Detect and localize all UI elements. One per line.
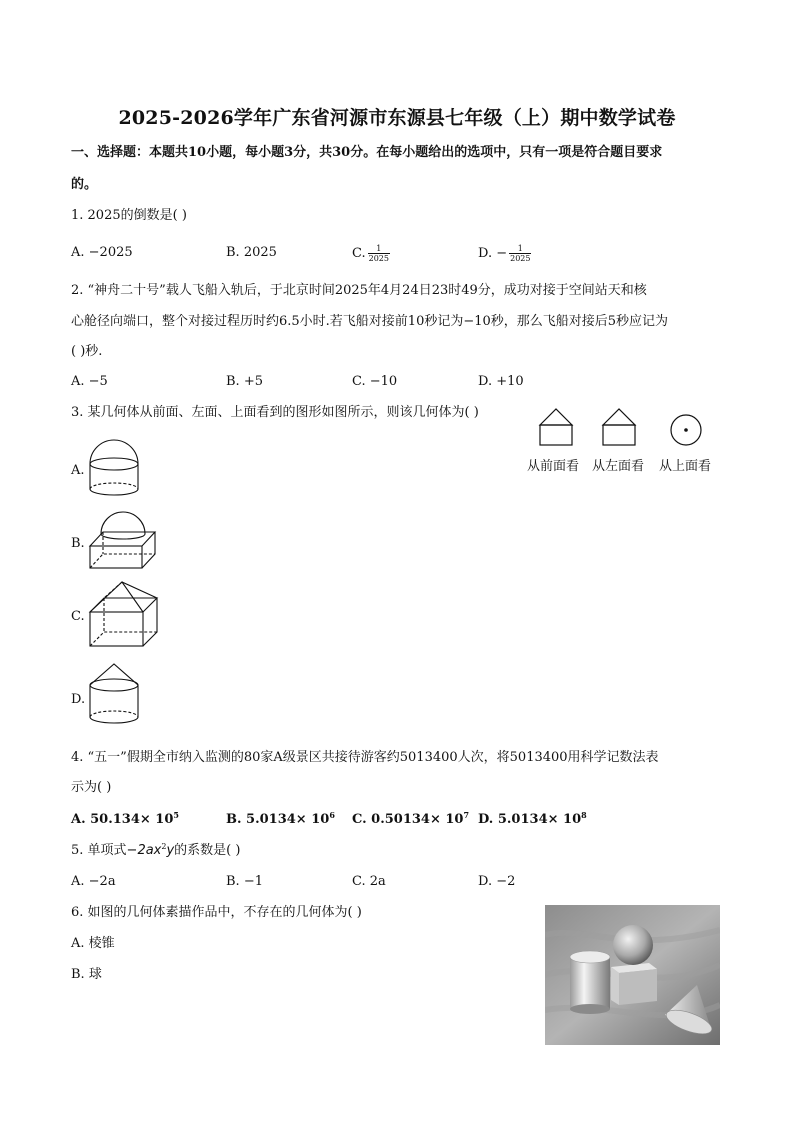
q2-option-c[interactable]: C. −10 <box>352 374 398 389</box>
q3-stem: 3. 某几何体从前面、左面、上面看到的图形如图所示，则该几何体为( ) <box>71 405 479 420</box>
q2-stem-line1: 2. “神舟二十号”载人飞船入轨后，于北京时间2025年4月24日23时49分，成功对接于空间站天和核 <box>71 283 647 298</box>
page-title: 2025-2026学年广东省河源市东源县七年级（上）期中数学试卷 <box>118 107 676 129</box>
q3-figure-c-prism-pyramid <box>87 578 163 652</box>
q3-option-a[interactable]: A. <box>71 463 85 478</box>
q1-option-c[interactable] <box>352 244 390 263</box>
fraction-denominator: 2025 <box>368 254 389 263</box>
q4-options <box>71 811 671 829</box>
q3-figure-a-cylinder-dome <box>87 437 147 499</box>
q5-stem-prefix: 5. 单项式 <box>71 843 127 858</box>
q3-figure-d-cylinder-cone <box>87 661 147 729</box>
q4-option-d-base: D. 5.0134× 10 <box>478 812 582 827</box>
fraction-numerator: 1 <box>368 244 390 254</box>
q5-exponent: 2 <box>161 842 167 851</box>
three-views-drawing <box>525 405 725 453</box>
q1-option-a[interactable]: A. −2025 <box>71 245 133 260</box>
q5-stem <box>71 842 240 860</box>
q3-option-c[interactable]: C. <box>71 609 85 624</box>
q1-option-c-letter: C. <box>352 246 366 261</box>
q1-option-c-fraction <box>368 244 390 263</box>
sketch-cylinder <box>570 951 610 1014</box>
q1-option-d[interactable] <box>478 244 531 263</box>
q4-option-c[interactable] <box>352 811 469 829</box>
q4-option-d-exponent: 8 <box>581 810 587 820</box>
q6-sketch-image <box>545 905 720 1045</box>
top-view-label: 从上面看 <box>659 459 712 474</box>
q4-option-b-base: B. 5.0134× 10 <box>226 812 330 827</box>
q5-stem-suffix: 的系数是( ) <box>174 843 241 858</box>
q6-stem: 6. 如图的几何体素描作品中，不存在的几何体为( ) <box>71 905 362 920</box>
q4-option-b-exponent: 6 <box>329 810 335 820</box>
sketch-cube <box>611 963 657 1005</box>
q2-option-b[interactable]: B. +5 <box>226 374 263 389</box>
q2-option-d[interactable]: D. +10 <box>478 374 524 389</box>
q5-option-a[interactable]: A. −2a <box>71 874 116 889</box>
q5-option-d[interactable]: D. −2 <box>478 874 516 889</box>
q1-option-d-fraction <box>509 244 531 263</box>
q3-option-d[interactable]: D. <box>71 692 86 707</box>
q2-stem-line2: 心舱径向端口，整个对接过程历时约6.5小时.若飞船对接前10秒记为−10秒，那么飞船对接后5秒应记为 <box>71 314 669 329</box>
front-view-shape <box>540 409 572 445</box>
q5-option-c[interactable]: C. 2a <box>352 874 386 889</box>
q2-stem-line3: ( )秒. <box>71 344 103 359</box>
q4-option-d[interactable] <box>478 811 587 829</box>
q2-option-a[interactable]: A. −5 <box>71 374 108 389</box>
q4-option-a-exponent: 5 <box>173 810 179 820</box>
q3-figure-b-box-hemisphere <box>87 508 161 572</box>
q4-option-c-exponent: 7 <box>463 810 470 820</box>
section-heading-cont: 的。 <box>71 177 98 192</box>
q4-option-a-base: A. 50.134× 10 <box>71 812 174 827</box>
q5-expression: −2ax <box>126 843 162 858</box>
q1-options <box>71 244 671 262</box>
q3-three-views <box>525 405 725 475</box>
q5-options <box>71 873 671 891</box>
left-view-shape <box>603 409 635 445</box>
q4-option-b[interactable] <box>226 811 335 829</box>
q1-stem: 1. 2025的倒数是( ) <box>71 208 187 223</box>
q4-option-a[interactable] <box>71 811 179 829</box>
fraction-numerator: 1 <box>509 244 531 254</box>
q6-option-b[interactable]: B. 球 <box>71 967 102 982</box>
top-view-center-dot <box>684 428 688 432</box>
section-heading: 一、选择题：本题共10小题，每小题3分，共30分。在每小题给出的选项中，只有一项是符合题目要求 <box>71 145 663 160</box>
q1-option-b[interactable]: B. 2025 <box>226 245 277 260</box>
q4-stem-line1: 4. “五一”假期全市纳入监测的80家A级景区共接待游客约5013400人次，将5013400用科学记数法表 <box>71 750 659 765</box>
q5-expression-y: y <box>166 843 175 858</box>
q3-option-b[interactable]: B. <box>71 536 85 551</box>
sketch-sphere <box>613 925 653 965</box>
q1-option-d-letter: D. − <box>478 246 508 261</box>
fraction-denominator: 2025 <box>510 254 531 263</box>
q4-stem-line2: 示为( ) <box>71 780 112 795</box>
left-view-label: 从左面看 <box>592 459 645 474</box>
q6-option-a[interactable]: A. 棱锥 <box>71 936 115 951</box>
q2-options <box>71 373 671 391</box>
q4-option-c-base: C. 0.50134× 10 <box>352 812 464 827</box>
q5-option-b[interactable]: B. −1 <box>226 874 263 889</box>
front-view-label: 从前面看 <box>527 459 580 474</box>
